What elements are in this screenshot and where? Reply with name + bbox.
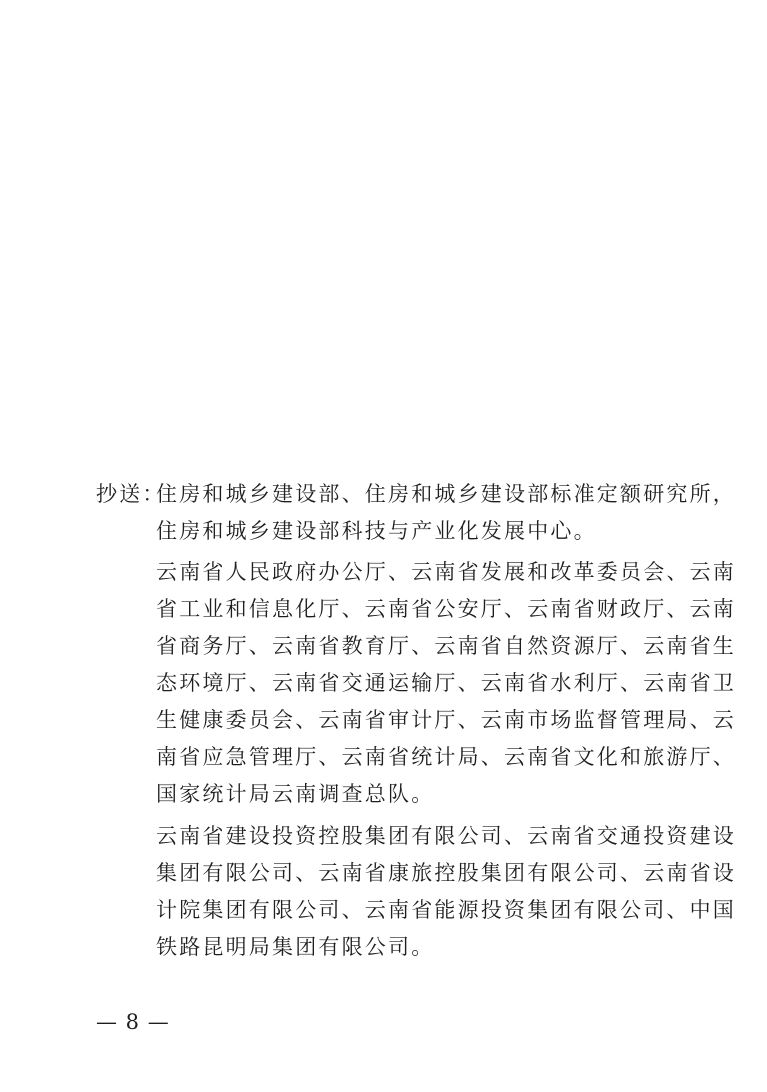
cc-line: 集团有限公司、云南省康旅控股集团有限公司、云南省设: [156, 861, 736, 885]
cc-line: 省工业和信息化厅、云南省公安厅、云南省财政厅、云南: [156, 597, 736, 621]
cc-line: 态环境厅、云南省交通运输厅、云南省水利厅、云南省卫: [156, 671, 736, 695]
page-number: — 8 —: [96, 1010, 170, 1034]
cc-line: 南省应急管理厅、云南省统计局、云南省文化和旅游厅、: [156, 745, 736, 769]
cc-label: 抄送：: [96, 482, 166, 506]
cc-line: 国家统计局云南调查总队。: [156, 782, 435, 806]
cc-line: 住房和城乡建设部科技与产业化发展中心。: [156, 519, 597, 543]
cc-line: 生健康委员会、云南省审计厅、云南市场监督管理局、云: [156, 708, 736, 732]
cc-line: [96, 482, 736, 506]
cc-line: 省商务厅、云南省教育厅、云南省自然资源厅、云南省生: [156, 634, 736, 658]
cc-recipients-block: [96, 482, 736, 959]
cc-line: 计院集团有限公司、云南省能源投资集团有限公司、中国: [156, 898, 736, 922]
cc-line-text: 住房和城乡建设部、住房和城乡建设部标准定额研究所，: [156, 482, 736, 506]
cc-line: 云南省人民政府办公厅、云南省发展和改革委员会、云南: [156, 560, 736, 584]
cc-line: 铁路昆明局集团有限公司。: [156, 935, 435, 959]
cc-line: 云南省建设投资控股集团有限公司、云南省交通投资建设: [156, 824, 736, 848]
